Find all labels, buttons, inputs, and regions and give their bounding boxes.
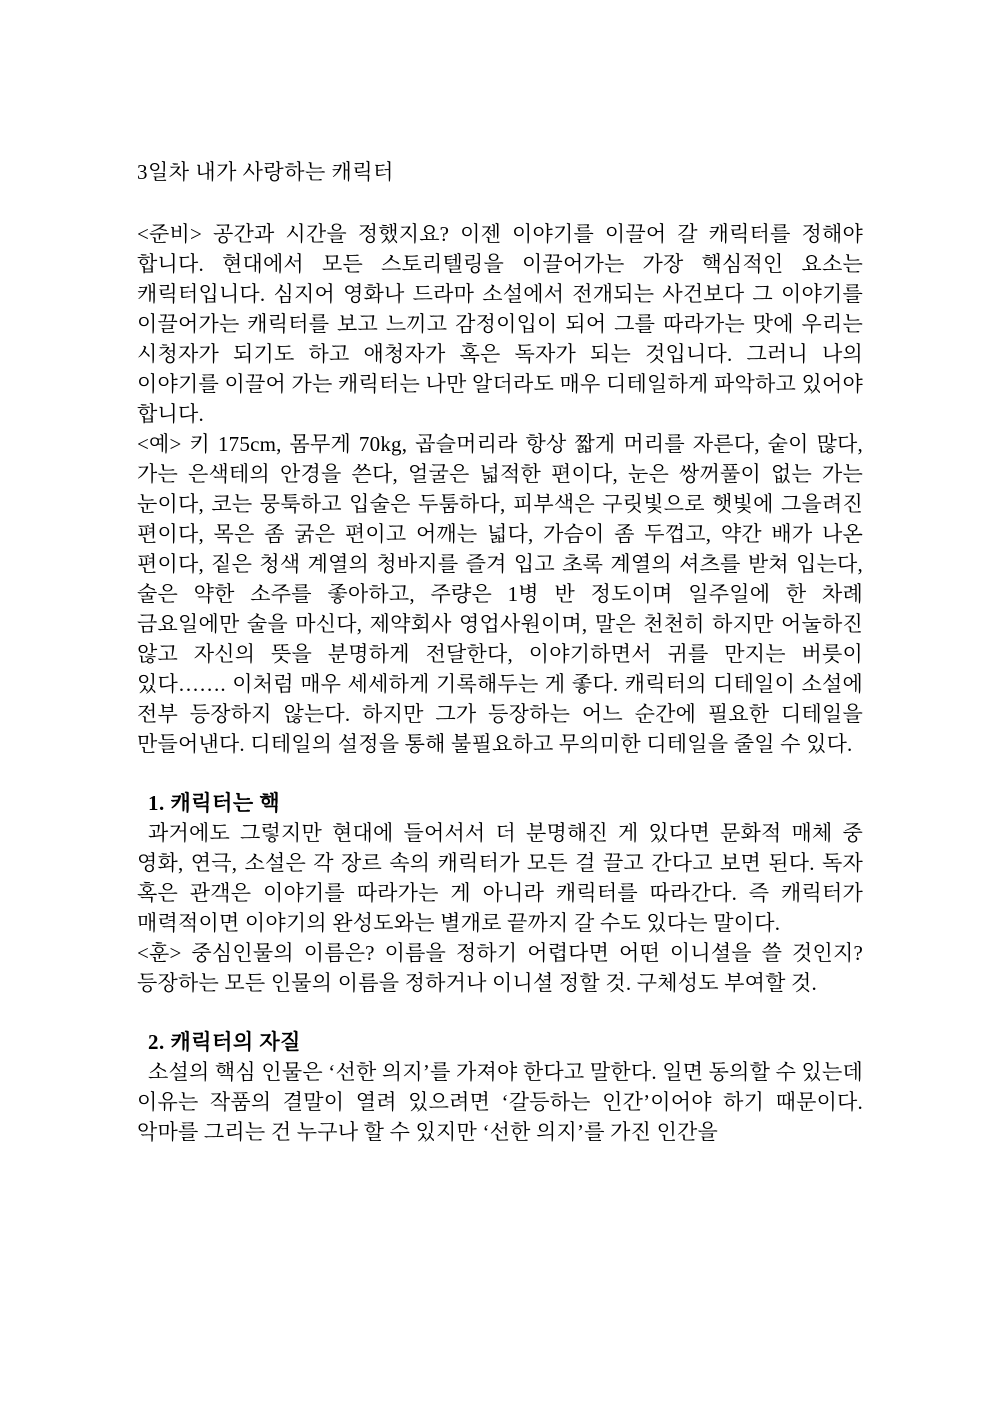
paragraph-example: <예> 키 175cm, 몸무게 70kg, 곱슬머리라 항상 짧게 머리를 자른다, 숱이 많다, 가는 은색테의 안경을 쓴다, 얼굴은 넓적한 편이다, 눈은 쌍꺼풀이 없는 가는 눈이다, 코는 뭉툭하고 입술은 두툼하다, 피부색은 구릿빛으로 햇빛에 그을려진 편이다, 목은 좀 굵은 편이고 어깨는 넓다, 가슴이 좀 두껍고, 약간 배가 나온 편이다, 짙은 청색 계열의 청바지를 즐겨 입고 초록 계열의 셔츠를 받쳐 입는다, 술은 약한 소주를 좋아하고, 주량은 1병 반 정도이며 일주일에 한 차례 금요일에만 술을 마신다, 제약회사 영업사원이며, 말은 천천히 하지만 어눌하진 않고 자신의 뜻을 분명하게 전달한다, 이야기하면서 귀를 만지는 버릇이 있다……. 이처럼 매우 세세하게 기록해두는 게 좋다. 캐릭터의 디테일이 소설에 전부 등장하지 않는다. 하지만 그가 등장하는 어느 순간에 필요한 디테일을 만들어낸다. 디테일의 설정을 통해 불필요하고 무의미한 디테일을 줄일 수 있다. xyxy=(137,432,863,756)
document-title: 3일차 내가 사랑하는 캐릭터 xyxy=(137,160,394,184)
document-body xyxy=(137,157,863,1147)
section-heading-character-quality: 2. 캐릭터의 자질 xyxy=(148,1030,301,1054)
section-heading-character-core: 1. 캐릭터는 핵 xyxy=(148,791,281,815)
paragraph-junbi: <준비> 공간과 시간을 정했지요? 이젠 이야기를 이끌어 갈 캐릭터를 정해야 합니다. 현대에서 모든 스토리텔링을 이끌어가는 가장 핵심적인 요소는 캐릭터입니다. 심지어 영화나 드라마 소설에서 전개되는 사건보다 그 이야기를 이끌어가는 캐릭터를 보고 느끼고 감정이입이 되어 그를 따라가는 맛에 우리는 시청자가 되기도 하고 애청자가 혹은 독자가 되는 것입니다. 그러니 나의 이야기를 이끌어 가는 캐릭터는 나만 알더라도 매우 디테일하게 파악하고 있어야 합니다. xyxy=(137,222,863,426)
paragraph-hun: <훈> 중심인물의 이름은? 이름을 정하기 어렵다면 어떤 이니셜을 쓸 것인지? 등장하는 모든 인물의 이름을 정하거나 이니셜 정할 것. 구체성도 부여할 것. xyxy=(137,941,863,995)
paragraph-character-core: 과거에도 그렇지만 현대에 들어서서 더 분명해진 게 있다면 문화적 매체 중 영화, 연극, 소설은 각 장르 속의 캐릭터가 모든 걸 끌고 간다고 보면 된다. 독자 혹은 관객은 이야기를 따라가는 게 아니라 캐릭터를 따라간다. 즉 캐릭터가 매력적이면 이야기의 완성도와는 별개로 끝까지 갈 수도 있다는 말이다. xyxy=(137,821,863,935)
paragraph-character-quality: 소설의 핵심 인물은 ‘선한 의지’를 가져야 한다고 말한다. 일면 동의할 수 있는데 이유는 작품의 결말이 열려 있으려면 ‘갈등하는 인간’이어야 하기 때문이다. 악마를 그리는 건 누구나 할 수 있지만 ‘선한 의지’를 가진 인간을 xyxy=(137,1060,863,1144)
